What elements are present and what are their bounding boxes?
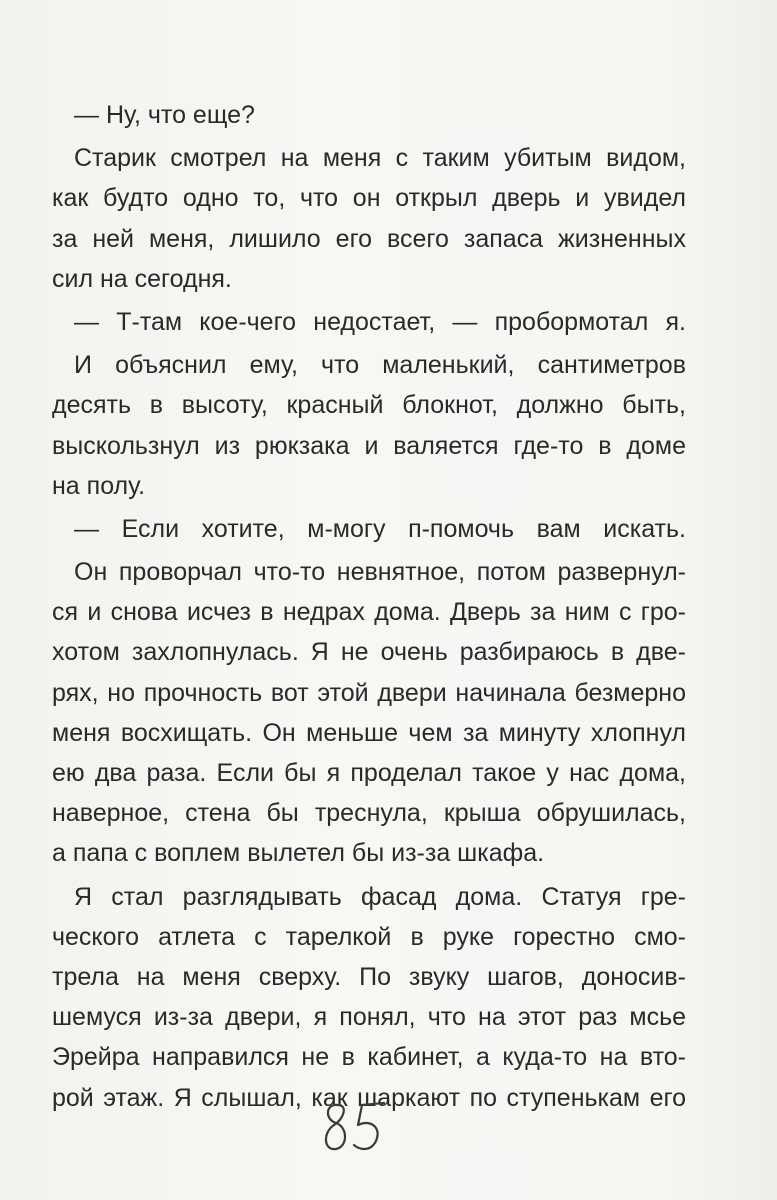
text-line: а папа с воплем вылетел бы из-за шкафа. — [52, 839, 545, 868]
text-line: ею два раза. Если бы я проделал такое у нас дома, — [52, 759, 686, 787]
text-line: меня восхищать. Он меньше чем за минуту хлопнул — [52, 718, 686, 747]
text-line: Он проворчал что-то невнятное, потом развернул- — [74, 558, 686, 587]
text-line: рой этаж. Я слышал, как шаркают по ступенькам его — [52, 1083, 686, 1112]
text-line: рях, но прочность вот этой двери начинала безмерно — [52, 678, 686, 707]
handwritten-page-number — [318, 1093, 398, 1173]
text-line: трела на меня сверху. По звуку шагов, доносив- — [52, 962, 686, 991]
text-line: — Т-там кое-чего недостает, — пробормотал я. — [74, 307, 686, 336]
text-line: Эрейра направился не в кабинет, а куда-то на вто- — [52, 1043, 686, 1072]
page-number-handwriting — [318, 1093, 398, 1173]
text-line: Старик смотрел на меня с таким убитым видом, — [74, 144, 686, 173]
text-line: ческого атлета с тарелкой в руке горестно смо- — [52, 922, 686, 951]
text-line: И объяснил ему, что маленький, сантиметров — [74, 351, 686, 380]
text-line: на полу. — [52, 471, 146, 500]
text-line: наверное, стена бы треснула, крыша обрушилась, — [52, 799, 686, 828]
text-line: сил на сегодня. — [52, 264, 232, 293]
text-line: десять в высоту, красный блокнот, должно быть, — [52, 391, 686, 420]
text-line: как будто одно то, что он открыл дверь и увидел — [52, 184, 686, 213]
page-text — [52, 95, 686, 1118]
text-line: — Если хотите, м-могу п-помочь вам искать. — [74, 514, 686, 543]
text-line: за ней меня, лишило его всего запаса жизненных — [52, 224, 686, 253]
text-line: хотом захлопнулась. Я не очень разбираюсь в две- — [52, 638, 686, 667]
text-line: шемуся из-за двери, я понял, что на этот раз мсье — [52, 1003, 686, 1032]
text-line: выскользнул из рюкзака и валяется где-то в доме — [52, 431, 686, 460]
text-line: Я стал разглядывать фасад дома. Статуя гре- — [74, 882, 686, 911]
text-line: ся и снова исчез в недрах дома. Дверь за ним с гро- — [52, 598, 686, 627]
text-line: — Ну, что еще? — [74, 101, 255, 129]
